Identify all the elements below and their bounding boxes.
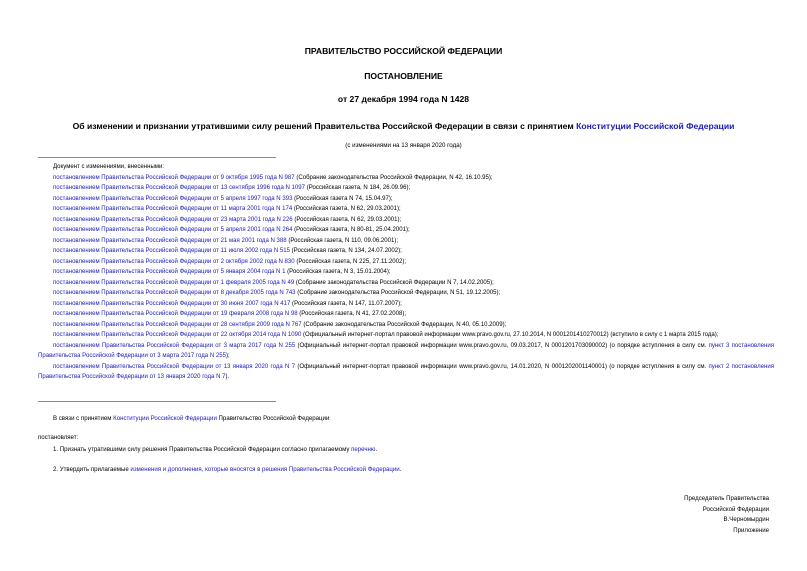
amendment-item [38,309,774,320]
preamble-constitution-link[interactable]: Конституции Российской Федерации [113,415,217,422]
amendment-item [38,246,774,257]
preamble-text: В связи с принятием [53,415,114,422]
constitution-link[interactable]: Конституции Российской Федерации [576,121,735,131]
amendment-end: ); [225,353,230,359]
amendment-source: (Официальный интернет-портал правовой информации www.pravo.gov.ru, 14.01.2020, N 0001202001140001) (о порядке вступления в силу см. [295,363,709,370]
amendments-block [38,162,774,383]
amendment-item [38,341,774,362]
amendment-item [38,362,774,383]
amendment-source: (Собрание законодательства Российской Федерации, N 51, 19.12.2005); [295,290,501,296]
amendment-source: (Российская газета, N 110, 09.06.2001); [286,237,399,244]
amendment-source: (Официальный интернет-портал правовой информации www.pravo.gov.ru, 09.03.2017, N 0001201703090002) (о порядке вступления в силу см. [295,342,709,349]
amendment-link[interactable]: постановлением Правительства Российской Федерации от 5 января 2004 года N 1 [53,269,286,275]
amendment-link[interactable]: постановлением Правительства Российской Федерации от 22 октября 2014 года N 1090 [53,332,302,338]
amendment-source: (Собрание законодательства Российской Федерации N 7, 14.02.2005); [294,279,494,286]
amendment-item [38,257,774,268]
amendment-item [38,173,774,184]
revision-note: (с изменениями на 13 января 2020 года) [345,142,462,149]
amendment-link[interactable]: постановлением Правительства Российской Федерации от 9 октября 1995 года N 987 [53,174,295,181]
appendix-label: Приложение [733,527,769,535]
title-text: Об изменении и признании утратившими силу решений Правительства Российской Федерации в связи с принятием [72,121,574,131]
item-2-paragraph [38,465,789,475]
amendment-source: (Российская газета, N 62, 29.03.2001); [292,206,401,212]
item-2-end: . [399,466,402,473]
amendment-item [38,194,774,205]
amendment-item [38,288,774,299]
amendment-item [38,267,774,278]
amendment-link[interactable]: постановлением Правительства Российской Федерации от 13 сентября 1996 года N 1097 [53,185,306,191]
amendment-link[interactable]: постановлением Правительства Российской Федерации от 11 марта 2001 года N 174 [53,206,293,212]
item-2-text: 2. Утвердить прилагаемые [53,466,131,473]
government-heading: ПРАВИТЕЛЬСТВО РОССИЙСКОЙ ФЕДЕРАЦИИ [304,46,503,56]
amendment-link[interactable]: постановлением Правительства Российской Федерации от 11 июля 2002 года N 515 [53,248,290,254]
amendment-link[interactable]: постановлением Правительства Российской Федерации от 21 мая 2001 года N 388 [53,237,287,244]
amendment-link[interactable]: постановлением Правительства Российской Федерации от 8 декабря 2005 года N 743 [53,290,296,296]
amendment-link[interactable]: постановлением Правительства Российской Федерации от 28 сентября 2009 года N 767 [53,321,302,328]
amendment-item [38,330,774,341]
amendment-link[interactable]: постановлением Правительства Российской Федерации от 5 апреля 2001 года N 264 [53,227,293,233]
divider-bottom [38,401,276,402]
amendment-link[interactable]: постановлением Правительства Российской Федерации от 2 октября 2002 года N 830 [53,258,295,265]
amendment-source: (Официальный интернет-портал правовой информации www.pravo.gov.ru, 27.10.2014, N 0001201410270012) (вступило в силу с 1 марта 2015 года); [301,332,719,338]
item-1-end: . [375,446,378,453]
amendment-clause-link[interactable]: пункт 2 постановления Правительства Российской Федерации от 13 января 2020 года N 7 [38,363,774,380]
signature-country: Российской Федерации [702,505,769,513]
amendment-item [38,204,774,215]
amendment-source: (Российская газета, N 184, 26.09.96); [305,185,411,191]
amendment-item [38,236,774,247]
amendment-link[interactable]: постановлением Правительства Российской Федерации от 23 марта 2001 года N 226 [53,216,293,223]
amendment-item [38,183,774,194]
date-number-heading: от 27 декабря 1994 года N 1428 [337,94,470,104]
amendment-item [38,299,774,310]
amendment-item [38,225,774,236]
amendment-source: (Собрание законодательства Российской Федерации, N 42, 16.10.95); [294,174,493,181]
amendment-link[interactable]: постановлением Правительства Российской Федерации от 3 марта 2017 года N 255 [53,342,296,349]
amendment-link[interactable]: постановлением Правительства Российской Федерации от 5 апреля 1997 года N 393 [53,195,293,202]
item-1-paragraph [38,445,789,455]
amendment-source: (Российская газета, N 62, 29.03.2001); [292,216,402,223]
amendment-clause-link[interactable]: пункт 3 постановления Правительства Российской Федерации от 3 марта 2017 года N 255 [38,342,774,359]
amendment-link[interactable]: постановлением Правительства Российской Федерации от 13 января 2020 года N 7 [53,363,296,370]
preamble-text-end: Правительство Российской Федерации [216,415,330,422]
document-type-heading: ПОСТАНОВЛЕНИЕ [364,71,443,81]
list-link[interactable]: перечню [351,446,376,453]
amendment-source: (Российская газета, N 80-81, 25.04.2001); [292,227,410,233]
amendment-source: (Российская газета, N 147, 11.07.2007); [290,300,402,307]
amendment-source: (Российская газета N 74, 15.04.97); [292,195,393,202]
amendments-intro: Документ с изменениями, внесенными: [53,164,165,170]
amendments-list [38,173,774,331]
amendment-source: (Собрание законодательства Российской Федерации, N 40, 05.10.2009); [301,321,507,328]
amendment-source: (Российская газета, N 41, 27.02.2008); [297,311,407,317]
amendment-source: (Российская газета, N 3, 15.01.2004); [285,269,391,275]
amendment-source: (Российская газета, N 134, 24.07.2002); [289,248,402,254]
amendment-source: (Российская газета, N 225, 27.11.2002); [294,258,407,265]
amendment-link[interactable]: постановлением Правительства Российской Федерации от 1 февраля 2005 года N 49 [53,279,295,286]
amendment-item [38,320,774,331]
document-title [0,121,807,131]
preamble-paragraph [38,414,789,424]
signature-block [684,494,769,537]
divider-top [38,157,276,158]
amendment-link[interactable]: постановлением Правительства Российской Федерации от 30 июня 2007 года N 417 [53,300,291,307]
changes-link[interactable]: изменения и дополнения, которые вносятся в решения Правительства Российской Федерации [130,466,400,473]
amendment-link[interactable]: постановлением Правительства Российской Федерации от 19 февраля 2008 года N 98 [53,311,298,317]
resolves-paragraph: постановляет: [38,434,79,441]
amendment-item [38,215,774,226]
signature-position: Председатель Правительства [684,495,769,502]
amendment-item [38,278,774,289]
item-1-text: 1. Признать утратившими силу решения Правительства Российской Федерации согласно прилагаемому [53,446,352,453]
amendment-end: ). [225,374,230,380]
signature-name: В.Черномырдин [723,516,769,524]
